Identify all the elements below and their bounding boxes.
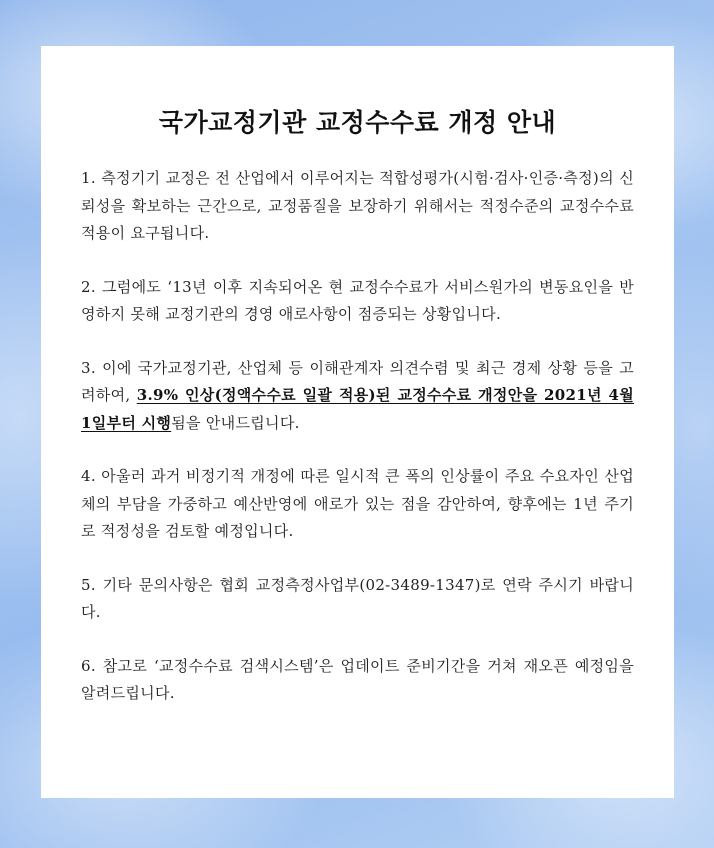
notice-paragraph-2: 2. 그럼에도 ‘13년 이후 지속되어온 현 교정수수료가 서비스원가의 변동요인을 반영하지 못해 교정기관의 경영 애로사항이 점증되는 상황입니다. <box>81 277 634 323</box>
notice-paragraph-1: 1. 측정기기 교정은 전 산업에서 이루어지는 적합성평가(시험·검사·인증·측정)의 신뢰성을 확보하는 근간으로, 교정품질을 보장하기 위해서는 적정수준의 교정수수료 적용이 요구됩니다. <box>81 169 634 242</box>
notice-paragraph-6: 6. 참고로 ‘교정수수료 검색시스템’은 업데이트 준비기간을 거쳐 재오픈 예정임을 알려드립니다. <box>81 656 634 702</box>
paragraph-3-closing: 됨을 안내드립니다. <box>171 413 300 432</box>
notice-paragraph-5: 5. 기타 문의사항은 협회 교정측정사업부(02-3489-1347)로 연락 주시기 바랍니다. <box>81 575 634 621</box>
notice-title: 국가교정기관 교정수수료 개정 안내 <box>158 108 557 137</box>
notice-paragraph-4: 4. 아울러 과거 비정기적 개정에 따른 일시적 큰 폭의 인상률이 주요 수요자인 산업체의 부담을 가중하고 예산반영에 애로가 있는 점을 감안하여, 향후에는 1년 주기로 적정성을 검토할 예정입니다. <box>81 467 634 540</box>
notice-card <box>41 46 674 798</box>
notice-paragraph-3 <box>81 355 634 438</box>
paragraph-3-intro: 3. 이에 국가교정기관, 산업체 등 이해관계자 의견수렴 및 최근 경제 상황 등을 고려하여, <box>81 358 634 404</box>
fee-revision-highlight: 3.9% 인상(정액수수료 일괄 적용)된 교정수수료 개정안을 2021년 4월 1일부터 시행 <box>81 386 634 432</box>
